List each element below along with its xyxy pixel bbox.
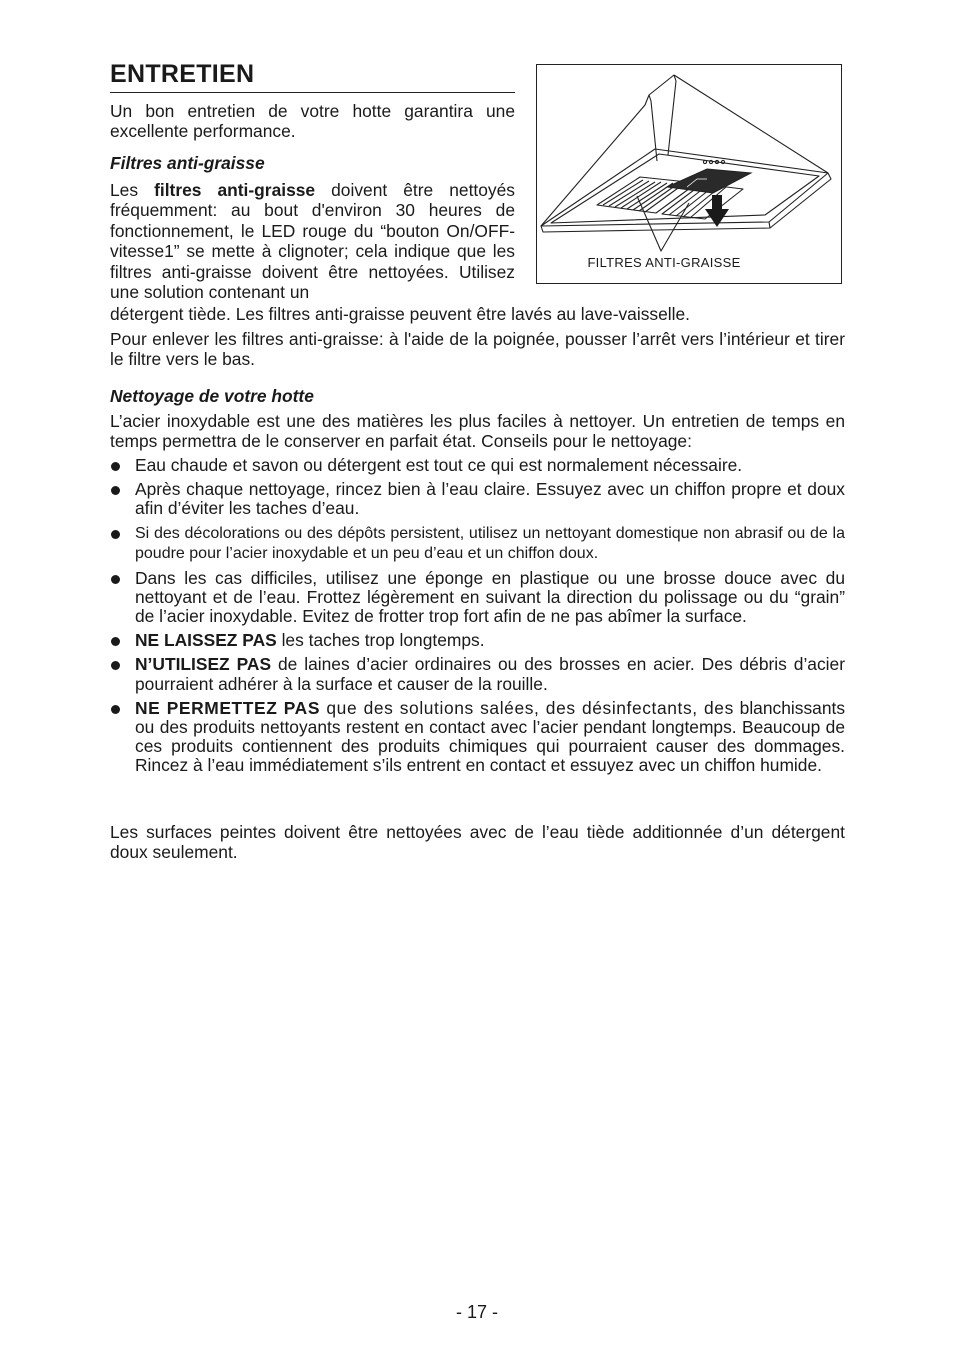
- bullet-icon: [111, 637, 120, 646]
- bullet-icon: [111, 486, 120, 495]
- filter-removal-paragraph: Pour enlever les filtres anti-graisse: à l'aide de la poignée, pousser l’arrêt vers l’intérieur et tirer le filtre vers le bas.: [110, 329, 845, 370]
- list-item: [110, 456, 845, 475]
- closing-paragraph: Les surfaces peintes doivent être nettoyées avec de l’eau tiède additionnée d’un détergent doux seulement.: [110, 822, 845, 862]
- list-item: [110, 480, 845, 518]
- intro-paragraph: Un bon entretien de votre hotte garantira une excellente performance.: [110, 101, 515, 142]
- list-item: [110, 699, 845, 776]
- list-item: [110, 631, 845, 650]
- filters-heading: Filtres anti-graisse: [110, 153, 265, 173]
- list-item-text: Eau chaude et savon ou détergent est tout ce qui est normalement nécessaire.: [135, 455, 743, 475]
- list-item: [110, 569, 845, 627]
- list-item-text-rest: blanchissants ou des produits nettoyants restent en contact avec l’acier pendant longtemps. Beaucoup de ces produits contiennent des produits chimiques qui pourraient causer des dommages. Rincez à l’eau immédiatement s’ils entrent en contact et essuyez avec un chiffon humide.: [135, 697, 846, 776]
- page-title: ENTRETIEN: [110, 58, 515, 93]
- list-item-bold: NE LAISSEZ PAS: [135, 630, 277, 651]
- list-item-text: Si des décolorations ou des dépôts persistent, utilisez un nettoyant domestique non abrasif ou de la poudre pour l’acier inoxydable et un peu d’eau et un chiffon doux.: [135, 524, 845, 562]
- bullet-icon: [111, 462, 120, 471]
- figure-caption: FILTRES ANTI-GRAISSE: [587, 255, 741, 270]
- list-item: [110, 524, 845, 564]
- bullet-icon: [111, 575, 120, 584]
- cleaning-intro: L’acier inoxydable est une des matières les plus faciles à nettoyer. Un entretien de temps en temps permettra de le conserver en parfait état. Conseils pour le nettoyage:: [110, 411, 845, 451]
- filters-paragraph: [110, 180, 515, 302]
- filters-paragraph-continued: détergent tiède. Les filtres anti-graisse peuvent être lavés au lave-vaisselle.: [110, 304, 691, 324]
- list-item-text: les taches trop longtemps.: [276, 630, 485, 651]
- list-item-text: Après chaque nettoyage, rincez bien à l’eau claire. Essuyez avec un chiffon propre et doux afin d’éviter les taches d’eau.: [135, 479, 845, 519]
- filters-bold-term: filtres anti-graisse: [154, 180, 316, 200]
- page-number: - 17 -: [455, 1302, 498, 1322]
- bullet-icon: [111, 705, 120, 714]
- filters-paragraph-prefix: Les: [110, 180, 155, 200]
- cleaning-heading: Nettoyage de votre hotte: [110, 386, 314, 406]
- list-item-bold: N’UTILISEZ PAS: [135, 654, 272, 675]
- bullet-icon: [111, 661, 120, 670]
- list-item-bold: NE PERMETTEZ PAS: [135, 697, 321, 718]
- list-item: [110, 655, 845, 693]
- list-item-text: que des solutions salées, des désinfectants, des: [320, 697, 734, 718]
- list-item-text: Dans les cas difficiles, utilisez une éponge en plastique ou une brosse douce avec du nettoyant et de l’eau. Frottez légèrement en suivant la direction du polissage ou du “grain” de l’acier inoxydable. Evitez de frotter trop fort afin de ne pas abîmer la surface.: [135, 567, 845, 627]
- cleaning-tips-list: [110, 456, 845, 781]
- range-hood-illustration: [537, 65, 843, 285]
- filters-paragraph-rest: doivent être nettoyés fréquemment: au bout d'environ 30 heures de fonctionnement, le LED rouge du “bouton On/OFF-vitesse1” se mette à clignoter; cela indique que les filtres anti-graisse doivent être nettoyées. Utilisez une solution contenant un: [110, 180, 515, 303]
- range-hood-figure: [536, 64, 842, 284]
- bullet-icon: [111, 530, 120, 539]
- list-item-text: de laines d’acier ordinaires ou des brosses en acier. Des débris d’acier pourraient adhérer à la surface et causer de la rouille.: [135, 654, 846, 694]
